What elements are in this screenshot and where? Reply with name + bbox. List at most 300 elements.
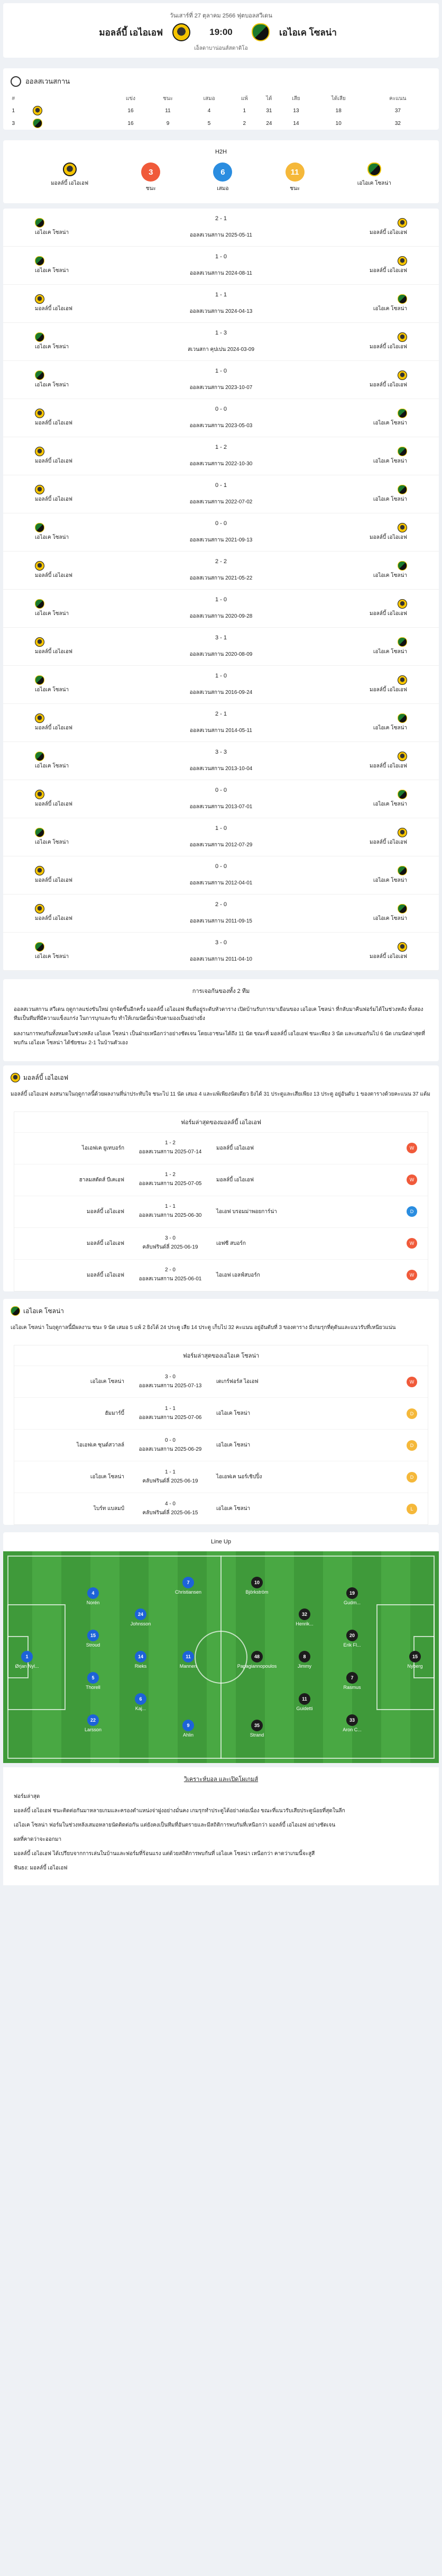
h2h-match-row[interactable] — [3, 742, 439, 780]
h2h-away-label: เอไอเค โซลน่า — [373, 458, 407, 464]
h2h-match-date: ออลสเวนสกาน 2021-09-13 — [189, 537, 253, 543]
h2h-match-row[interactable] — [3, 285, 439, 323]
form-result-badge: W — [407, 1143, 417, 1153]
form-result-badge: D — [407, 1440, 417, 1451]
h2h-match-score: 1 - 2 — [215, 444, 227, 450]
h2h-match-home — [35, 409, 168, 427]
player-number: 11 — [182, 1651, 194, 1662]
home-player[interactable] — [72, 1714, 114, 1732]
home-team-desc: มอลล์บี้ เอไอเอฟ ลงสนามในฤดูกาลนี้ด้วยผลงานที่น่าประทับใจ ชนะไป 11 นัด เสมอ 4 และแพ้เพียงนัดเดียว ยิงได้ 31 ประตูและเสียเพียง 13 ประตู อยู่อันดับ 1 ของตารางด้วยคะแนน 37 แต้ม — [11, 1091, 430, 1097]
h2h-home-label: มอลล์บี้ เอไอเอฟ — [35, 420, 72, 426]
player-number: 35 — [251, 1720, 263, 1731]
form-result-badge: D — [407, 1408, 417, 1419]
standings-cell: 32 — [394, 120, 401, 126]
team-crest-icon — [35, 904, 44, 914]
form-result-badge: W — [407, 1270, 417, 1280]
player-number: 19 — [346, 1587, 358, 1599]
away-player[interactable] — [283, 1651, 326, 1669]
h2h-match-home — [35, 561, 168, 580]
h2h-match-date: ออลสเวนสกาน 2016-09-24 — [189, 690, 253, 695]
standings-col-header: ได้ — [266, 96, 272, 102]
h2h-match-row[interactable] — [3, 933, 439, 971]
h2h-match-row[interactable] — [3, 894, 439, 933]
h2h-match-date: ออลสเวนสกาน 2024-04-13 — [189, 309, 253, 314]
team-crest-icon — [398, 904, 407, 914]
team-crest-icon — [398, 713, 407, 723]
away-form-title: ฟอร์มล่าสุดของเอไอเค โซลน่า — [182, 1353, 260, 1360]
h2h-match-center — [168, 368, 274, 392]
h2h-match-away — [274, 828, 407, 846]
form-row[interactable] — [14, 1164, 428, 1196]
away-player[interactable] — [236, 1577, 278, 1595]
h2h-match-home — [35, 370, 168, 389]
home-team-crest-icon — [172, 23, 190, 41]
home-player[interactable] — [167, 1651, 209, 1669]
h2h-match-home — [35, 218, 168, 237]
h2h-match-away — [274, 218, 407, 237]
h2h-match-row[interactable] — [3, 475, 439, 513]
team-crest-icon — [35, 599, 44, 609]
h2h-match-center — [168, 749, 274, 773]
form-date: ออลสเวนสกาน 2025-07-14 — [139, 1149, 202, 1155]
h2h-match-score: 1 - 0 — [215, 596, 227, 603]
h2h-match-away — [274, 637, 407, 656]
h2h-match-score: 2 - 1 — [215, 711, 227, 717]
form-away-team: เอฟซี สบอร์ก — [216, 1240, 246, 1246]
home-player[interactable] — [72, 1587, 114, 1605]
form-score: 1 - 1 — [164, 1405, 176, 1412]
form-home-team: ไอเอฟเค ซุนด์สวาลล์ — [76, 1442, 124, 1449]
h2h-match-score: 3 - 1 — [215, 635, 227, 641]
player-number: 20 — [346, 1630, 358, 1641]
away-form-box — [14, 1345, 428, 1525]
form-row[interactable] — [14, 1259, 428, 1291]
player-name: Gudm... — [343, 1600, 361, 1606]
form-score: 1 - 1 — [164, 1204, 176, 1210]
analysis-paragraph: มอลล์บี้ เอไอเอฟ ได้เปรียบจากการเล่นในบ้านและฟอร์มที่ร้อนแรง แต่ด้วยสถิติการพบกันที่ เอไอเค โซลน่า เหนือกว่า คาดว่าเกมนี้จะสูสี — [14, 1850, 315, 1857]
away-player[interactable] — [283, 1608, 326, 1626]
h2h-match-row[interactable] — [3, 399, 439, 437]
form-center — [131, 1469, 210, 1485]
form-date: ออลสเวนสกาน 2025-06-29 — [139, 1446, 202, 1452]
away-player[interactable] — [331, 1714, 373, 1732]
form-score: 3 - 0 — [164, 1235, 176, 1242]
h2h-match-date: สเวนสกา คุปเปน 2024-03-09 — [187, 347, 255, 352]
h2h-match-home — [35, 332, 168, 351]
team-crest-icon — [398, 828, 407, 837]
form-away-team: ไอเอฟ บรอมม่าพอยการ์น่า — [216, 1208, 277, 1215]
h2h-match-row[interactable] — [3, 437, 439, 475]
player-name: Aron C... — [343, 1727, 362, 1733]
form-away-team: เอไอเค โซลน่า — [216, 1411, 251, 1417]
team-crest-icon — [35, 942, 44, 952]
player-name: Larsson — [84, 1727, 102, 1733]
h2h-home-label: เอไอเค โซลน่า — [35, 535, 69, 540]
form-result-badge: L — [407, 1504, 417, 1514]
team-crest-icon — [398, 218, 407, 228]
team-crest-icon — [35, 713, 44, 723]
h2h-match-center — [168, 215, 274, 239]
form-score: 1 - 2 — [164, 1140, 176, 1146]
h2h-match-away — [274, 370, 407, 389]
h2h-match-score: 0 - 0 — [215, 406, 227, 412]
team-crest-icon — [398, 409, 407, 418]
form-score: 3 - 0 — [164, 1373, 176, 1380]
h2h-match-away — [274, 866, 407, 884]
h2h-match-row[interactable] — [3, 780, 439, 818]
h2h-match-date: ออลสเวนสกาน 2014-05-11 — [190, 728, 252, 734]
h2h-match-away — [274, 904, 407, 923]
h2h-match-row[interactable] — [3, 247, 439, 285]
standings-cell: 5 — [207, 120, 211, 126]
away-player[interactable] — [236, 1651, 278, 1669]
h2h-card — [3, 140, 439, 203]
h2h-away-label: มอลล์บี้ เอไอเอฟ — [370, 839, 407, 845]
h2h-match-row[interactable] — [3, 552, 439, 590]
standings-cell — [33, 117, 112, 130]
h2h-match-row[interactable] — [3, 323, 439, 361]
form-center — [131, 1438, 210, 1453]
h2h-match-date: ออลสเวนสกาน 2022-07-02 — [189, 499, 253, 505]
home-player[interactable] — [72, 1630, 114, 1648]
home-player[interactable] — [119, 1693, 162, 1711]
h2h-match-date: ออลสเวนสกาน 2012-07-29 — [189, 842, 253, 848]
h2h-losses-circle: 11 — [286, 162, 305, 182]
h2h-away-label: เอไอเค โซลน่า — [373, 649, 407, 655]
standings-title: ออลสเวนสกาน — [25, 77, 70, 85]
home-player[interactable] — [119, 1651, 162, 1669]
pitch — [3, 1551, 439, 1763]
h2h-match-row[interactable] — [3, 209, 439, 247]
h2h-away-label: มอลล์บี้ เอไอเอฟ — [370, 535, 407, 540]
h2h-match-away — [274, 599, 407, 618]
player-name: Mannen — [179, 1664, 197, 1669]
h2h-match-score: 3 - 0 — [215, 939, 227, 946]
venue: เอ็ลดาบาน่อนส์สตาดิโอ — [194, 46, 248, 51]
form-home-team: ไอเอฟเค ยูเทบอร์ก — [81, 1145, 124, 1151]
away-player[interactable] — [331, 1672, 373, 1690]
team-crest-icon — [35, 675, 44, 685]
team-crest-icon — [398, 790, 407, 799]
form-score: 2 - 0 — [164, 1267, 176, 1273]
team-crest-icon — [398, 866, 407, 875]
form-row[interactable] — [14, 1461, 428, 1493]
h2h-match-score: 1 - 0 — [215, 825, 227, 831]
h2h-match-away — [274, 256, 407, 275]
h2h-away-label: เอไอเค โซลน่า — [373, 916, 407, 921]
form-center — [131, 1140, 210, 1156]
form-away-team: ไอเอฟ เอลฟ์สบอร์ก — [216, 1272, 260, 1278]
team-crest-icon — [398, 752, 407, 761]
away-team-title: เอไอเค โซลน่า — [23, 1307, 64, 1315]
form-date: ออลสเวนสกาน 2025-06-01 — [139, 1276, 202, 1282]
h2h-match-away — [274, 485, 407, 503]
team-crest-icon — [398, 599, 407, 609]
player-number: 6 — [135, 1693, 146, 1705]
h2h-match-center — [168, 787, 274, 811]
form-center — [131, 1406, 210, 1422]
player-number: 48 — [251, 1651, 263, 1662]
h2h-match-date: ออลสเวนสกาน 2011-04-10 — [190, 956, 252, 962]
team-crest-icon — [35, 332, 44, 342]
player-name: Thorell — [86, 1685, 100, 1691]
form-result-badge: D — [407, 1472, 417, 1483]
away-player[interactable] — [331, 1630, 373, 1648]
form-center — [131, 1501, 210, 1517]
h2h-match-center — [168, 673, 274, 697]
standings-col-header: แพ้ — [241, 96, 248, 102]
h2h-match-row[interactable] — [3, 666, 439, 704]
h2h-match-center — [168, 444, 274, 468]
team-crest-icon — [35, 485, 44, 494]
standings-col-header: แข่ง — [125, 96, 136, 102]
team-crest-icon — [35, 866, 44, 875]
h2h-wins-circle: 3 — [141, 162, 160, 182]
h2h-match-list — [3, 209, 439, 971]
h2h-away-label: เอไอเค โซลน่า — [373, 573, 407, 579]
h2h-away-label: มอลล์บี้ เอไอเอฟ — [370, 382, 407, 388]
team-crest-icon — [35, 370, 44, 380]
home-team-name[interactable]: มอลล์บี้ เอไอเอฟ — [99, 27, 163, 38]
player-number: 32 — [299, 1608, 310, 1620]
h2h-match-date: ออลสเวนสกาน 2013-10-04 — [189, 766, 253, 772]
h2h-match-center — [168, 901, 274, 925]
h2h-away-label: เอไอเค โซลน่า — [373, 801, 407, 807]
lineup-title: Line Up — [211, 1539, 231, 1545]
h2h-match-row[interactable] — [3, 590, 439, 628]
form-row[interactable] — [14, 1493, 428, 1524]
team-crest-icon — [35, 447, 44, 456]
player-name: Erik Fl... — [343, 1642, 361, 1648]
standings-cell: 1 — [12, 107, 15, 114]
team-crest-icon — [398, 447, 407, 456]
h2h-match-away — [274, 447, 407, 465]
h2h-away-label: มอลล์บี้ เอไอเอฟ — [370, 687, 407, 693]
h2h-match-center — [168, 711, 274, 735]
team-crest-icon — [398, 332, 407, 342]
h2h-match-home — [35, 637, 168, 656]
h2h-away-label: มอลล์บี้ เอไอเอฟ — [370, 230, 407, 236]
form-center — [131, 1172, 210, 1188]
form-row[interactable] — [14, 1429, 428, 1461]
team-crest-icon — [33, 119, 42, 128]
h2h-match-away — [274, 790, 407, 808]
h2h-match-score: 1 - 0 — [215, 254, 227, 260]
h2h-match-score: 2 - 2 — [215, 558, 227, 565]
player-name: Strand — [250, 1732, 264, 1738]
player-name: Johnsson — [130, 1621, 151, 1627]
h2h-match-row[interactable] — [3, 704, 439, 742]
form-away-team: ไอเอฟเค นอร์เชิปปิ้ง — [216, 1474, 262, 1480]
team-crest-icon — [35, 256, 44, 266]
h2h-match-row[interactable] — [3, 856, 439, 894]
away-team-card — [3, 1299, 439, 1525]
h2h-match-row[interactable] — [3, 361, 439, 399]
h2h-home-label: มอลล์บี้ เอไอเอฟ — [35, 306, 72, 312]
home-player[interactable] — [167, 1720, 209, 1738]
form-home-team: เอไอเค โซลน่า — [90, 1474, 124, 1480]
h2h-match-center — [168, 482, 274, 506]
team-crest-icon — [35, 752, 44, 761]
form-center — [131, 1267, 210, 1283]
team-crest-icon — [398, 561, 407, 571]
h2h-match-date: ออลสเวนสกาน 2023-10-07 — [189, 385, 253, 391]
h2h-match-row[interactable] — [3, 628, 439, 666]
h2h-match-date: ออลสเวนสกาน 2020-08-09 — [189, 652, 253, 657]
h2h-home-label: มอลล์บี้ เอไอเอฟ — [35, 649, 72, 655]
h2h-match-home — [35, 485, 168, 503]
standings-col-header: ชนะ — [162, 96, 173, 102]
team-crest-icon — [35, 409, 44, 418]
away-player[interactable] — [394, 1651, 436, 1669]
home-form-title: ฟอร์มล่าสุดของมอลล์บี้ เอไอเอฟ — [181, 1119, 261, 1126]
h2h-summary — [3, 155, 439, 203]
standings-row[interactable] — [12, 117, 430, 130]
h2h-match-center — [168, 558, 274, 582]
away-player[interactable] — [236, 1720, 278, 1738]
player-name: Christiansen — [174, 1589, 202, 1595]
team-crest-icon — [398, 942, 407, 952]
h2h-away-label: มอลล์บี้ เอไอเอฟ — [370, 954, 407, 960]
h2h-home-label: เอไอเค โซลน่า — [35, 763, 69, 769]
player-number: 15 — [409, 1651, 421, 1662]
player-number: 33 — [346, 1714, 358, 1726]
form-away-team: มอลล์บี้ เอไอเอฟ — [216, 1177, 254, 1183]
player-name: Guidetti — [296, 1706, 313, 1712]
player-number: 8 — [299, 1651, 310, 1662]
h2h-match-date: ออลสเวนสกาน 2023-05-03 — [189, 423, 253, 429]
form-row[interactable] — [14, 1397, 428, 1429]
h2h-away-label: มอลล์บี้ เอไอเอฟ — [370, 611, 407, 617]
h2h-match-home — [35, 866, 168, 884]
standings-cell: 10 — [335, 120, 342, 126]
standings-cell: 37 — [394, 107, 401, 114]
team-crest-icon — [398, 485, 407, 494]
h2h-match-score: 3 - 3 — [215, 749, 227, 755]
h2h-match-center — [168, 863, 274, 887]
h2h-home-label: เอไอเค โซลน่า — [35, 687, 69, 693]
h2h-draws-label: เสมอ — [217, 186, 229, 192]
form-row[interactable] — [14, 1227, 428, 1259]
away-player[interactable] — [283, 1693, 326, 1711]
home-player[interactable] — [167, 1577, 209, 1595]
player-name: Rasmus — [343, 1685, 361, 1691]
home-player[interactable] — [119, 1608, 162, 1626]
home-player[interactable] — [72, 1672, 114, 1690]
h2h-draws-circle: 6 — [213, 162, 232, 182]
h2h-home-label: มอลล์บี้ เอไอเอฟ — [35, 458, 72, 464]
prediction-paragraph: ผลงานการพบกันทั้งหมดในช่วงหลัง เอไอเค โซลน่า เป็นฝ่ายเหนือกว่าอย่างชัดเจน โดยเอาชนะได้ถึง 11 นัด ขณะที่ มอลล์บี้ เอไอเอฟ ชนะเพียง 3 นัด และเสมอกันไป 6 นัด เกมนัดล่าสุดที่พบกัน เอไอเค โซลน่า ได้ชัยชนะ 2-1 ในบ้านตัวเอง — [14, 1031, 425, 1046]
h2h-match-home — [35, 675, 168, 694]
player-number: 5 — [87, 1672, 99, 1684]
player-number: 15 — [87, 1630, 99, 1641]
h2h-match-date: ออลสเวนสกาน 2021-05-22 — [189, 575, 253, 581]
home-team-card — [3, 1065, 439, 1291]
team-crest-icon — [35, 294, 44, 304]
h2h-match-away — [274, 332, 407, 351]
player-number: 7 — [346, 1672, 358, 1684]
h2h-match-date: ออลสเวนสกาน 2024-08-11 — [190, 270, 252, 276]
form-result-badge: W — [407, 1174, 417, 1185]
form-home-team: ฮัมมาร์บี้ — [105, 1411, 124, 1417]
team-crest-icon — [35, 637, 44, 647]
h2h-match-score: 2 - 1 — [215, 215, 227, 222]
form-result-badge: W — [407, 1377, 417, 1387]
analysis-heading: ผลที่คาดว่าจะออกมา — [14, 1836, 62, 1842]
h2h-away-name: เอไอเค โซลน่า — [357, 180, 391, 186]
form-date: ออลสเวนสกาน 2025-06-30 — [139, 1213, 202, 1219]
h2h-away-label: เอไอเค โซลน่า — [373, 420, 407, 426]
player-number: 9 — [182, 1720, 194, 1731]
standings-cell: 3 — [12, 120, 15, 126]
h2h-away-label: เอไอเค โซลน่า — [373, 496, 407, 502]
player-name: Stroud — [86, 1642, 100, 1648]
standings-cell: 16 — [127, 120, 134, 126]
player-name: Björkström — [245, 1589, 269, 1595]
h2h-match-score: 1 - 0 — [215, 673, 227, 679]
h2h-match-home — [35, 294, 168, 313]
h2h-match-away — [274, 942, 407, 961]
team-crest-icon — [35, 828, 44, 837]
form-row[interactable] — [14, 1196, 428, 1227]
form-row[interactable] — [14, 1366, 428, 1397]
h2h-match-center — [168, 520, 274, 544]
player-name: Kaj... — [135, 1706, 146, 1712]
h2h-match-center — [168, 292, 274, 315]
h2h-home-label: มอลล์บี้ เอไอเอฟ — [35, 573, 72, 579]
home-player[interactable] — [6, 1651, 48, 1669]
h2h-match-away — [274, 294, 407, 313]
player-name: Henrik... — [296, 1621, 314, 1627]
form-away-team: เอไอเค โซลน่า — [216, 1506, 251, 1512]
h2h-match-center — [168, 825, 274, 849]
h2h-match-row[interactable] — [3, 513, 439, 552]
h2h-match-center — [168, 406, 274, 430]
h2h-away-label: มอลล์บี้ เอไอเอฟ — [370, 344, 407, 350]
form-date: คลับฟรินด์ลี่ 2025-06-15 — [142, 1510, 198, 1516]
h2h-title: H2H — [215, 149, 227, 155]
player-number: 4 — [87, 1587, 99, 1599]
standings-cell: 1 — [243, 107, 246, 114]
player-number: 7 — [182, 1577, 194, 1588]
form-home-team: มอลล์บี้ เอไอเอฟ — [87, 1208, 124, 1215]
team-crest-icon — [33, 106, 42, 115]
team-crest-icon — [35, 523, 44, 532]
team-crest-icon — [398, 637, 407, 647]
standings-row[interactable] — [12, 104, 430, 117]
h2h-wins-label: ชนะ — [145, 186, 156, 192]
h2h-home-label: มอลล์บี้ เอไอเอฟ — [35, 496, 72, 502]
team-crest-icon — [35, 561, 44, 571]
away-player[interactable] — [331, 1587, 373, 1605]
h2h-home-label: มอลล์บี้ เอไอเอฟ — [35, 878, 72, 883]
form-date: คลับฟรินด์ลี่ 2025-06-19 — [142, 1244, 198, 1251]
h2h-match-row[interactable] — [3, 818, 439, 856]
form-home-team: ไบร์ท แบลมป์ — [94, 1506, 124, 1512]
team-crest-icon — [398, 523, 407, 532]
player-number: 1 — [21, 1651, 33, 1662]
analysis-paragraph: เอไอเค โซลน่า ฟอร์มในช่วงหลังเสมอหลายนัดติดต่อกัน แต่ยังคงเป็นทีมที่อันตรายและมีสถิติการพบกันที่เหนือกว่า มอลล์บี้ เอไอเอฟ อย่างชัดเจน — [14, 1822, 336, 1828]
form-date: ออลสเวนสกาน 2025-07-06 — [139, 1414, 202, 1421]
h2h-match-date: ออลสเวนสกาน 2025-05-11 — [190, 232, 252, 238]
away-team-name[interactable]: เอไอเค โซลน่า — [279, 27, 337, 38]
away-team-desc: เอไอเค โซลน่า ในฤดูกาลนี้มีผลงาน ชนะ 9 นัด เสมอ 5 แพ้ 2 ยิงได้ 24 ประตู เสีย 14 ประตู เก็บไป 32 คะแนน อยู่อันดับที่ 3 ของตาราง มีเกมรุกที่ดุดันและแนวรับที่เหนียวแน่น — [11, 1325, 396, 1331]
form-center — [131, 1235, 210, 1251]
team-crest-icon — [398, 370, 407, 380]
match-time: 19:00 — [209, 27, 233, 37]
h2h-away-label: มอลล์บี้ เอไอเอฟ — [370, 763, 407, 769]
form-row[interactable] — [14, 1132, 428, 1164]
